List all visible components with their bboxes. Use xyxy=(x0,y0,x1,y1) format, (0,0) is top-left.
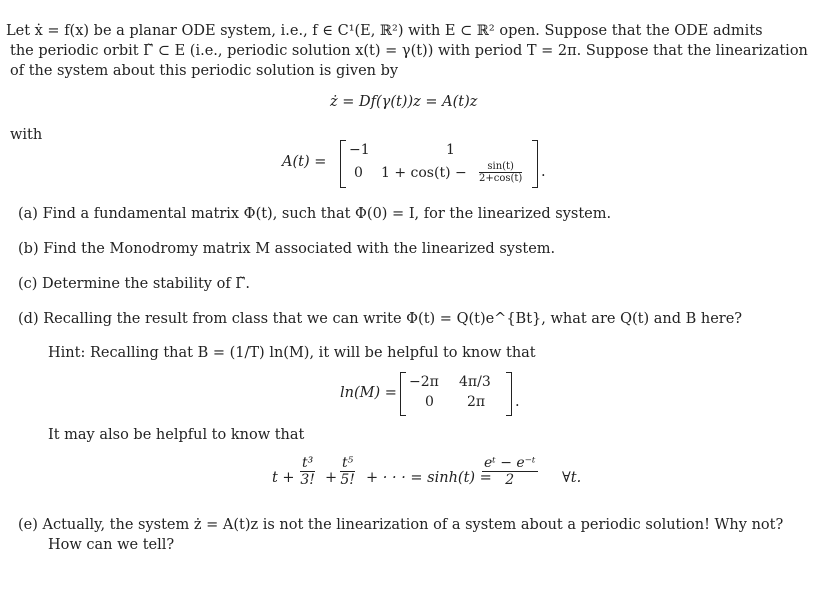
part-a: (a) Find a fundamental matrix Φ(t), such that Φ(0) = I, for the linearized system. xyxy=(18,206,612,222)
linearized-equation: ż = Df(γ(t))z = A(t)z xyxy=(330,94,478,110)
term5-denominator: 5! xyxy=(340,472,355,488)
matrix-a-r1c1: −1 xyxy=(349,142,370,158)
part-d-hint: Hint: Recalling that B = (1/T) ln(M), it will be helpful to know that xyxy=(48,345,536,361)
log-matrix-r2c2: 2π xyxy=(467,394,486,410)
part-c: (c) Determine the stability of Γ̃. xyxy=(18,276,250,292)
matrix-a xyxy=(340,140,538,188)
intro-line-2: the periodic orbit Γ̃ ⊂ E (i.e., periodic solution x(t) = γ(t)) with period T = 2π. Suppose that the linearization xyxy=(10,43,808,59)
log-matrix-r1c1: −2π xyxy=(409,374,439,390)
fraction-denominator: 2+cos(t) xyxy=(479,173,523,184)
log-matrix-period: . xyxy=(515,394,520,410)
fraction-numerator: sin(t) xyxy=(479,161,522,173)
matrix-a-r2c1: 0 xyxy=(354,165,363,181)
matrix-a-period: . xyxy=(541,164,546,180)
term5-numerator: t⁵ xyxy=(342,455,354,471)
intro-line-1: Let ẋ = f(x) be a planar ODE system, i.e., f ∈ C¹(E, ℝ²) with E ⊂ ℝ² open. Suppose that the ODE admits xyxy=(6,23,763,39)
matrix-a-lhs: A(t) = xyxy=(282,154,327,170)
sinh-hint: It may also be helpful to know that xyxy=(48,427,305,443)
sinh-denominator: 2 xyxy=(505,472,515,488)
series-plus: + xyxy=(325,470,338,486)
series-forall: ∀t. xyxy=(562,470,582,486)
sinh-fraction xyxy=(482,455,538,488)
series-rest: + · · · = sinh(t) = xyxy=(366,470,492,486)
matrix-a-r1c2: 1 xyxy=(446,142,455,158)
part-b: (b) Find the Monodromy matrix M associated with the linearized system. xyxy=(18,241,556,257)
matrix-a-fraction xyxy=(479,161,522,184)
series-term5 xyxy=(340,455,355,488)
series-term3 xyxy=(300,455,315,488)
part-e-line-1: (e) Actually, the system ż = A(t)z is not the linearization of a system about a periodic solution! Why not? xyxy=(18,517,784,533)
sinh-numerator: eᵗ − e⁻ᵗ xyxy=(484,455,536,471)
intro-line-3: of the system about this periodic solution is given by xyxy=(10,63,399,79)
part-e-line-2: How can we tell? xyxy=(48,537,175,553)
with-label: with xyxy=(10,127,43,143)
log-matrix-lhs: ln(M) = xyxy=(340,385,397,401)
term3-denominator: 3! xyxy=(300,472,315,488)
term3-numerator: t³ xyxy=(302,455,314,471)
log-matrix xyxy=(400,372,512,416)
part-d: (d) Recalling the result from class that we can write Φ(t) = Q(t)e^{Bt}, what are Q(t) and B here? xyxy=(18,311,743,327)
matrix-a-r2c2: 1 + cos(t) − xyxy=(381,165,467,181)
series-t: t + xyxy=(272,470,295,486)
log-matrix-r1c2: 4π/3 xyxy=(459,374,491,390)
log-matrix-r2c1: 0 xyxy=(425,394,434,410)
